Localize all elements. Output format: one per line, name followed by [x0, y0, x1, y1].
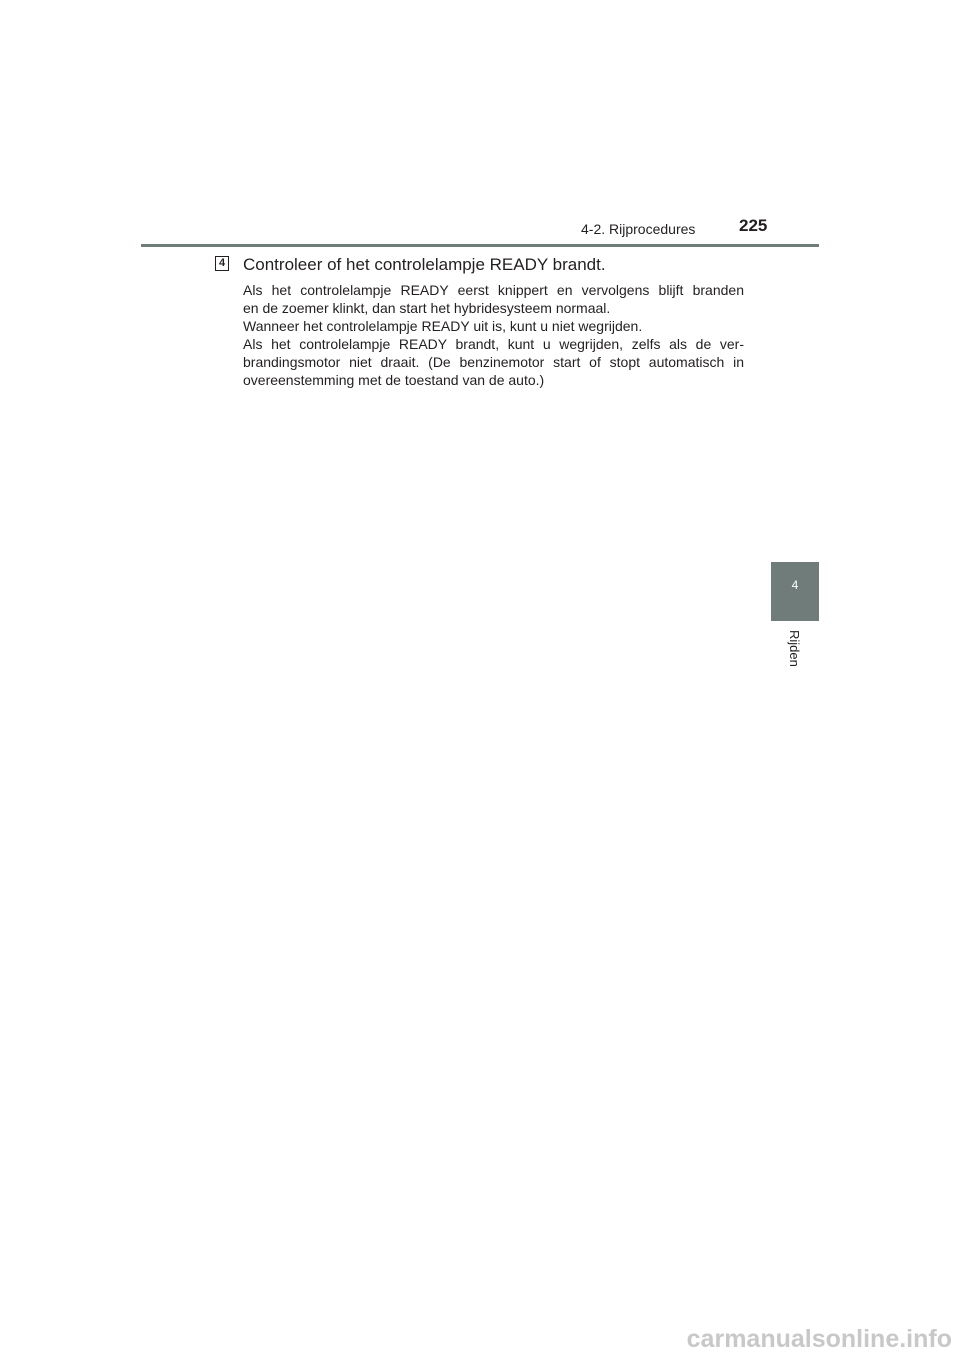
header-divider — [141, 244, 819, 247]
body-line: Als het controlelampje READY eerst knippert en vervolgens blijft branden — [243, 282, 744, 298]
body-line: en de zoemer klinkt, dan start het hybridesysteem normaal. — [243, 300, 611, 316]
page-number: 225 — [739, 216, 768, 235]
step-number-badge: 4 — [215, 256, 229, 271]
footer-watermark: carmanualsonline.info — [686, 1325, 952, 1353]
body-line: Als het controlelampje READY brandt, kunt u wegrijden, zelfs als de ver- — [243, 336, 744, 352]
chapter-tab — [771, 562, 819, 621]
chapter-tab-number: 4 — [791, 578, 799, 592]
section-title: 4-2. Rijprocedures — [581, 221, 696, 237]
chapter-tab-label: Rijden — [787, 630, 802, 667]
body-line: Wanneer het controlelampje READY uit is, kunt u niet wegrijden. — [243, 318, 643, 334]
body-line: overeenstemming met de toestand van de auto.) — [243, 372, 545, 388]
step-body — [243, 281, 744, 389]
step-heading: Controleer of het controlelampje READY brandt. — [243, 255, 606, 274]
chapter-tab-label-container — [771, 630, 819, 690]
body-line: brandingsmotor niet draait. (De benzinemotor start of stopt automatisch in — [243, 354, 744, 370]
